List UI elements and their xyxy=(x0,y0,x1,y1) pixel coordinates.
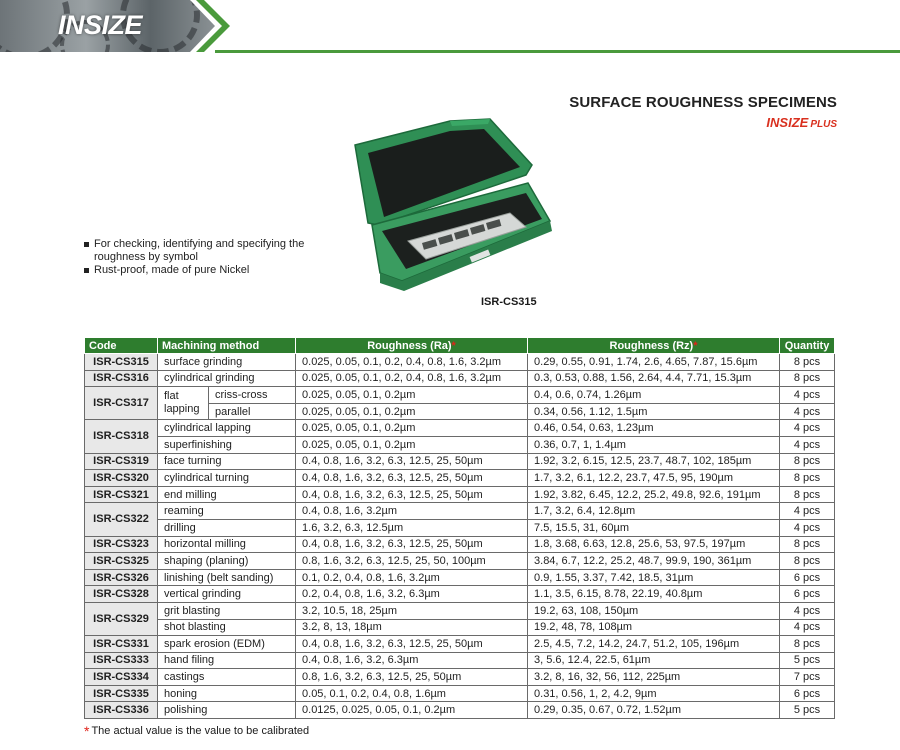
table-row xyxy=(85,387,835,404)
method-cell: grit blasting xyxy=(158,602,296,619)
rz-cell: 7.5, 15.5, 31, 60µm xyxy=(528,519,780,536)
rz-cell: 0.3, 0.53, 0.88, 1.56, 2.64, 4.4, 7.71, 15.3µm xyxy=(528,370,780,387)
ra-cell: 0.2, 0.4, 0.8, 1.6, 3.2, 6.3µm xyxy=(296,586,528,603)
code-cell: ISR-CS334 xyxy=(85,669,158,686)
qty-cell: 4 pcs xyxy=(780,403,835,420)
ra-cell: 1.6, 3.2, 6.3, 12.5µm xyxy=(296,519,528,536)
ra-cell: 0.025, 0.05, 0.1, 0.2, 0.4, 0.8, 1.6, 3.2µm xyxy=(296,354,528,371)
qty-cell: 8 pcs xyxy=(780,553,835,570)
method-cell: honing xyxy=(158,685,296,702)
qty-cell: 4 pcs xyxy=(780,602,835,619)
page-title: SURFACE ROUGHNESS SPECIMENS xyxy=(569,94,837,111)
rz-cell: 1.7, 3.2, 6.4, 12.8µm xyxy=(528,503,780,520)
rz-cell: 1.7, 3.2, 6.1, 12.2, 23.7, 47.5, 95, 190µm xyxy=(528,470,780,487)
rz-cell: 0.9, 1.55, 3.37, 7.42, 18.5, 31µm xyxy=(528,569,780,586)
code-cell: ISR-CS316 xyxy=(85,370,158,387)
method-cell: spark erosion (EDM) xyxy=(158,636,296,653)
table-row xyxy=(85,370,835,387)
method-cell: surface grinding xyxy=(158,354,296,371)
ra-cell: 3.2, 8, 13, 18µm xyxy=(296,619,528,636)
rz-cell: 3.84, 6.7, 12.2, 25.2, 48.7, 99.9, 190, 361µm xyxy=(528,553,780,570)
ra-cell: 0.8, 1.6, 3.2, 6.3, 12.5, 25, 50, 100µm xyxy=(296,553,528,570)
code-cell: ISR-CS329 xyxy=(85,602,158,635)
header-quantity: Quantity xyxy=(780,338,835,354)
method-cell: drilling xyxy=(158,519,296,536)
rz-cell: 0.4, 0.6, 0.74, 1.26µm xyxy=(528,387,780,404)
footnote xyxy=(84,723,309,739)
method-cell: polishing xyxy=(158,702,296,719)
code-cell: ISR-CS317 xyxy=(85,387,158,420)
feature-item: Rust-proof, made of pure Nickel xyxy=(84,264,314,277)
qty-cell: 8 pcs xyxy=(780,636,835,653)
method-cell: castings xyxy=(158,669,296,686)
code-cell: ISR-CS335 xyxy=(85,685,158,702)
qty-cell: 4 pcs xyxy=(780,420,835,437)
qty-cell: 4 pcs xyxy=(780,436,835,453)
method-cell: reaming xyxy=(158,503,296,520)
rz-cell: 2.5, 4.5, 7.2, 14.2, 24.7, 51.2, 105, 196µm xyxy=(528,636,780,653)
code-cell: ISR-CS321 xyxy=(85,486,158,503)
table-row xyxy=(85,569,835,586)
table-row xyxy=(85,669,835,686)
table-header-row xyxy=(85,338,835,354)
brand-logo-text: INSIZE xyxy=(58,10,143,40)
rz-cell: 3.2, 8, 16, 32, 56, 112, 225µm xyxy=(528,669,780,686)
qty-cell: 8 pcs xyxy=(780,470,835,487)
header-ra xyxy=(296,338,528,354)
ra-cell: 0.4, 0.8, 1.6, 3.2, 6.3µm xyxy=(296,652,528,669)
method-cell: cylindrical lapping xyxy=(158,420,296,437)
ra-cell: 0.1, 0.2, 0.4, 0.8, 1.6, 3.2µm xyxy=(296,569,528,586)
brand-logo xyxy=(58,10,142,41)
insize-plus-logo xyxy=(766,115,837,130)
table-row xyxy=(85,619,835,636)
method-cell: hand filing xyxy=(158,652,296,669)
ra-cell: 0.0125, 0.025, 0.05, 0.1, 0.2µm xyxy=(296,702,528,719)
table-row xyxy=(85,685,835,702)
code-cell: ISR-CS315 xyxy=(85,354,158,371)
code-cell: ISR-CS323 xyxy=(85,536,158,553)
qty-cell: 8 pcs xyxy=(780,536,835,553)
rz-cell: 1.1, 3.5, 6.15, 8.78, 22.19, 40.8µm xyxy=(528,586,780,603)
header-method: Machining method xyxy=(158,338,296,354)
table-row xyxy=(85,536,835,553)
method-cell: shaping (planing) xyxy=(158,553,296,570)
ra-cell: 0.025, 0.05, 0.1, 0.2µm xyxy=(296,436,528,453)
ra-cell: 0.4, 0.8, 1.6, 3.2, 6.3, 12.5, 25, 50µm xyxy=(296,536,528,553)
footnote-star: * xyxy=(84,723,90,739)
feature-list xyxy=(84,238,314,277)
method-cell: linishing (belt sanding) xyxy=(158,569,296,586)
code-cell: ISR-CS322 xyxy=(85,503,158,536)
rz-cell: 1.8, 3.68, 6.63, 12.8, 25.6, 53, 97.5, 197µm xyxy=(528,536,780,553)
rz-cell: 0.46, 0.54, 0.63, 1.23µm xyxy=(528,420,780,437)
qty-cell: 4 pcs xyxy=(780,619,835,636)
code-cell: ISR-CS336 xyxy=(85,702,158,719)
rz-cell: 0.36, 0.7, 1, 1.4µm xyxy=(528,436,780,453)
table-row xyxy=(85,652,835,669)
code-cell: ISR-CS318 xyxy=(85,420,158,453)
ra-cell: 0.4, 0.8, 1.6, 3.2, 6.3, 12.5, 25, 50µm xyxy=(296,636,528,653)
table-row xyxy=(85,586,835,603)
table-row xyxy=(85,636,835,653)
ra-cell: 0.05, 0.1, 0.2, 0.4, 0.8, 1.6µm xyxy=(296,685,528,702)
rz-cell: 0.29, 0.35, 0.67, 0.72, 1.52µm xyxy=(528,702,780,719)
table-row xyxy=(85,436,835,453)
code-cell: ISR-CS331 xyxy=(85,636,158,653)
method-cell: superfinishing xyxy=(158,436,296,453)
ra-cell: 3.2, 10.5, 18, 25µm xyxy=(296,602,528,619)
qty-cell: 4 pcs xyxy=(780,519,835,536)
rz-cell: 3, 5.6, 12.4, 22.5, 61µm xyxy=(528,652,780,669)
ra-cell: 0.8, 1.6, 3.2, 6.3, 12.5, 25, 50µm xyxy=(296,669,528,686)
header-code: Code xyxy=(85,338,158,354)
ra-cell: 0.025, 0.05, 0.1, 0.2µm xyxy=(296,387,528,404)
header-ra-star: * xyxy=(451,339,456,352)
table-row xyxy=(85,553,835,570)
qty-cell: 5 pcs xyxy=(780,702,835,719)
plus-logo-word: PLUS xyxy=(810,119,837,130)
product-caption: ISR-CS315 xyxy=(481,296,537,308)
rz-cell: 1.92, 3.2, 6.15, 12.5, 23.7, 48.7, 102, 185µm xyxy=(528,453,780,470)
rz-cell: 1.92, 3.82, 6.45, 12.2, 25.2, 49.8, 92.6, 191µm xyxy=(528,486,780,503)
ra-cell: 0.4, 0.8, 1.6, 3.2, 6.3, 12.5, 25, 50µm xyxy=(296,470,528,487)
method-cell: shot blasting xyxy=(158,619,296,636)
table-row xyxy=(85,486,835,503)
qty-cell: 5 pcs xyxy=(780,652,835,669)
table-row xyxy=(85,354,835,371)
method-cell: cylindrical turning xyxy=(158,470,296,487)
ra-cell: 0.025, 0.05, 0.1, 0.2, 0.4, 0.8, 1.6, 3.2µm xyxy=(296,370,528,387)
banner-divider xyxy=(215,50,900,53)
table-row xyxy=(85,702,835,719)
qty-cell: 4 pcs xyxy=(780,387,835,404)
ra-cell: 0.4, 0.8, 1.6, 3.2µm xyxy=(296,503,528,520)
header-rz-label: Roughness (Rz) xyxy=(609,339,694,352)
table-row xyxy=(85,602,835,619)
qty-cell: 4 pcs xyxy=(780,503,835,520)
qty-cell: 8 pcs xyxy=(780,370,835,387)
spec-table xyxy=(84,337,835,719)
header-banner xyxy=(0,0,900,56)
qty-cell: 6 pcs xyxy=(780,685,835,702)
header-ra-label: Roughness (Ra) xyxy=(367,339,452,352)
table-row xyxy=(85,519,835,536)
footnote-text: The actual value is the value to be calibrated xyxy=(91,725,310,737)
ra-cell: 0.025, 0.05, 0.1, 0.2µm xyxy=(296,403,528,420)
method-cell: face turning xyxy=(158,453,296,470)
ra-cell: 0.4, 0.8, 1.6, 3.2, 6.3, 12.5, 25, 50µm xyxy=(296,486,528,503)
header-rz xyxy=(528,338,780,354)
ra-cell: 0.025, 0.05, 0.1, 0.2µm xyxy=(296,420,528,437)
qty-cell: 8 pcs xyxy=(780,486,835,503)
rz-cell: 0.34, 0.56, 1.12, 1.5µm xyxy=(528,403,780,420)
qty-cell: 8 pcs xyxy=(780,354,835,371)
rz-cell: 0.29, 0.55, 0.91, 1.74, 2.6, 4.65, 7.87, 15.6µm xyxy=(528,354,780,371)
plus-logo-brand: INSIZE xyxy=(766,115,809,130)
code-cell: ISR-CS325 xyxy=(85,553,158,570)
sub-method-cell: parallel xyxy=(209,403,296,420)
qty-cell: 8 pcs xyxy=(780,453,835,470)
header-rz-star: * xyxy=(693,339,698,352)
rz-cell: 19.2, 48, 78, 108µm xyxy=(528,619,780,636)
feature-item: For checking, identifying and specifying the roughness by symbol xyxy=(84,238,314,264)
product-case-image xyxy=(350,113,565,293)
code-cell: ISR-CS328 xyxy=(85,586,158,603)
table-row xyxy=(85,420,835,437)
method-cell: flat lapping xyxy=(158,387,209,420)
method-cell: vertical grinding xyxy=(158,586,296,603)
qty-cell: 6 pcs xyxy=(780,569,835,586)
code-cell: ISR-CS333 xyxy=(85,652,158,669)
method-cell: horizontal milling xyxy=(158,536,296,553)
code-cell: ISR-CS326 xyxy=(85,569,158,586)
qty-cell: 7 pcs xyxy=(780,669,835,686)
code-cell: ISR-CS320 xyxy=(85,470,158,487)
method-cell: cylindrical grinding xyxy=(158,370,296,387)
table-row xyxy=(85,503,835,520)
ra-cell: 0.4, 0.8, 1.6, 3.2, 6.3, 12.5, 25, 50µm xyxy=(296,453,528,470)
sub-method-cell: criss-cross xyxy=(209,387,296,404)
table-row xyxy=(85,470,835,487)
rz-cell: 19.2, 63, 108, 150µm xyxy=(528,602,780,619)
method-cell: end milling xyxy=(158,486,296,503)
qty-cell: 6 pcs xyxy=(780,586,835,603)
table-row xyxy=(85,453,835,470)
code-cell: ISR-CS319 xyxy=(85,453,158,470)
rz-cell: 0.31, 0.56, 1, 2, 4.2, 9µm xyxy=(528,685,780,702)
